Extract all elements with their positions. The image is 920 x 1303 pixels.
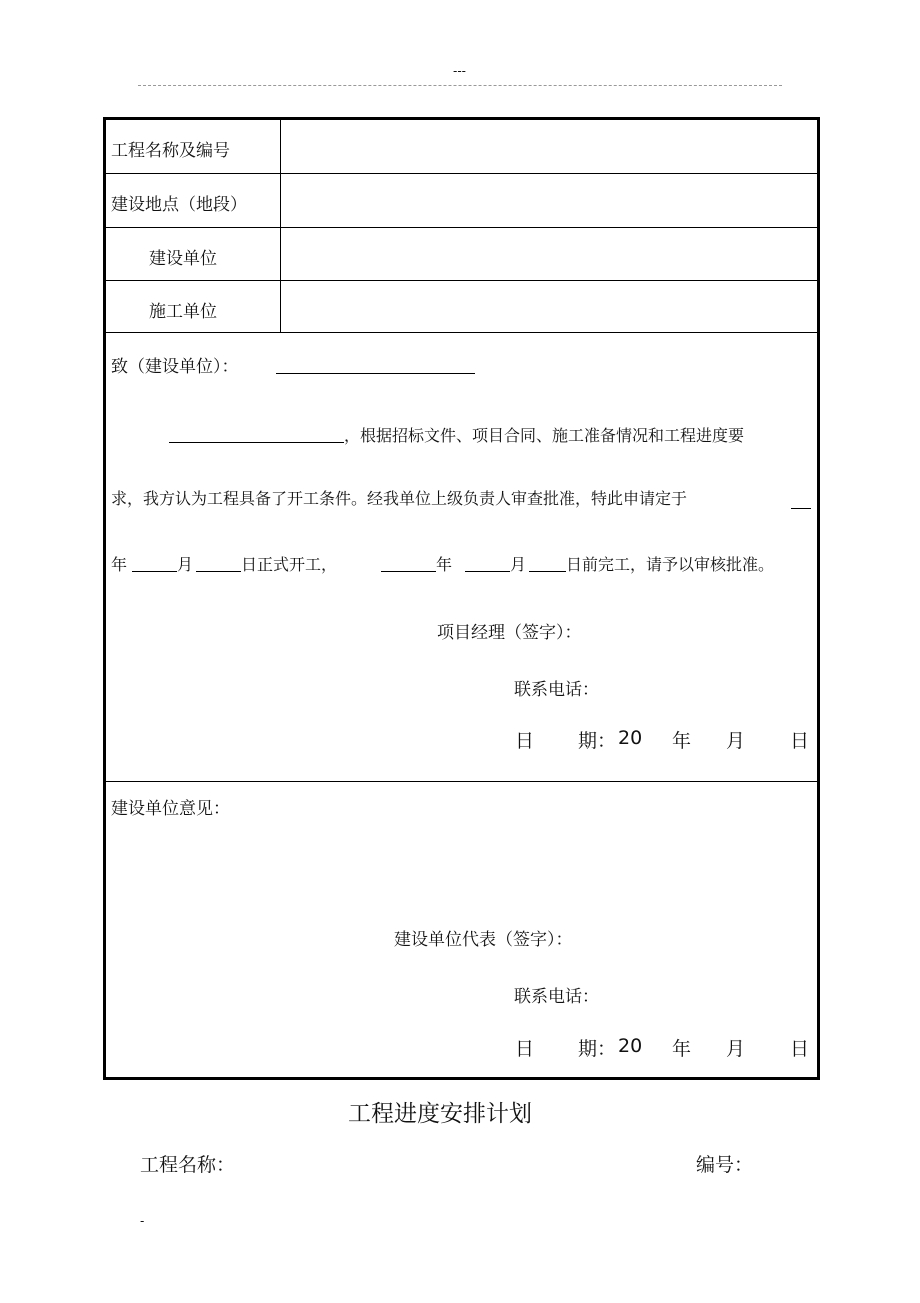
application-date-year-prefix: 20 [618,727,643,749]
start-date-text: 日正式开工， [241,555,338,574]
opinion-date-month-unit: 月 [726,1038,746,1060]
contractor-name-blank[interactable] [169,442,344,443]
row-divider [106,781,817,782]
application-date-month-unit: 月 [726,730,746,752]
site-label: 建设地点（地段） [111,195,247,215]
header-divider [138,85,782,86]
start-year-unit: 年 [111,555,128,574]
opinion-date-qi: 期： [578,1038,617,1060]
manager-signature-label: 项目经理（签字）： [437,623,582,643]
addressee-label: 致（建设单位）： [111,357,239,377]
opinion-date-year-prefix: 20 [618,1035,643,1057]
opinion-date-day-unit: 日 [790,1038,810,1060]
start-month-blank[interactable] [132,571,177,572]
application-date-qi: 期： [578,730,617,752]
application-date-ri: 日 [515,730,535,752]
owner-label: 建设单位 [149,249,217,269]
contractor-label: 施工单位 [149,302,217,322]
manager-phone-label: 联系电话： [514,680,599,700]
end-date-text: 日前完工，请予以审核批准。 [566,555,775,574]
application-date-year-unit: 年 [672,730,692,752]
row-divider [106,173,817,174]
owner-opinion-label: 建设单位意见： [111,799,230,819]
start-day-blank[interactable] [196,571,241,572]
column-divider [280,120,281,333]
schedule-project-name-label: 工程名称： [140,1154,236,1176]
schedule-title: 工程进度安排计划 [348,1101,532,1127]
end-year-blank[interactable] [381,571,436,572]
end-month-blank[interactable] [465,571,510,572]
application-date-day-unit: 日 [790,730,810,752]
row-divider [106,332,817,333]
schedule-number-label: 编号： [696,1154,754,1176]
footer-mark: - [140,1214,145,1228]
start-month-unit: 月 [177,555,194,574]
end-month-unit: 月 [510,555,527,574]
project-name-label: 工程名称及编号 [111,141,230,161]
header-mark: --- [453,64,466,78]
opinion-date-year-unit: 年 [672,1038,692,1060]
owner-name-blank[interactable] [276,373,475,374]
owner-phone-label: 联系电话： [514,987,599,1007]
end-day-blank[interactable] [529,571,566,572]
owner-rep-signature-label: 建设单位代表（签字）： [394,930,573,950]
opinion-date-ri: 日 [515,1038,535,1060]
end-year-unit: 年 [436,555,453,574]
row-divider [106,227,817,228]
row-divider [106,280,817,281]
start-application-form [103,117,820,1080]
start-year-blank[interactable] [791,508,811,509]
application-body-line2: 求，我方认为工程具备了开工条件。经我单位上级负责人审查批准，特此申请定于 [111,489,688,508]
application-body-line1: ，根据招标文件、项目合同、施工准备情况和工程进度要 [344,426,745,445]
